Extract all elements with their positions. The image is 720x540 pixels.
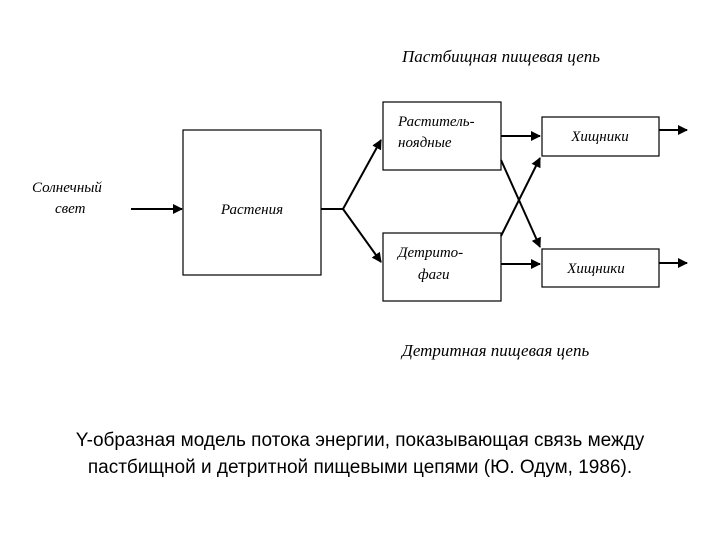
arrow-detritivores-to-predators-top: [501, 158, 540, 236]
arrow-herbivores-to-predators-bottom: [501, 160, 540, 247]
predators-bottom-label: Хищники: [567, 261, 625, 277]
figure-caption: Y-образная модель потока энергии, показывающая связь между пастбищной и детритной пищевыми цепями (Ю. Одум, 1986).: [75, 430, 645, 478]
arrow-plants-to-detritivores: [343, 209, 381, 262]
detritivores-label-line1: Детрито-: [398, 245, 464, 261]
sunlight-label-line1: Солнечный: [32, 180, 102, 196]
arrow-plants-to-herbivores: [343, 140, 381, 209]
detritivores-label-line2: фаги: [418, 267, 450, 283]
herbivores-label-line1: Раститель-: [398, 114, 475, 130]
plants-label: Растения: [220, 202, 284, 218]
sunlight-label-line2: свет: [55, 201, 86, 217]
detrital-chain-label: Детритная пищевая цепь: [402, 341, 590, 360]
grazing-chain-label: Пастбищная пищевая цепь: [402, 47, 600, 66]
predators-top-label: Хищники: [571, 129, 629, 145]
herbivores-label-line2: ноядные: [398, 135, 452, 151]
